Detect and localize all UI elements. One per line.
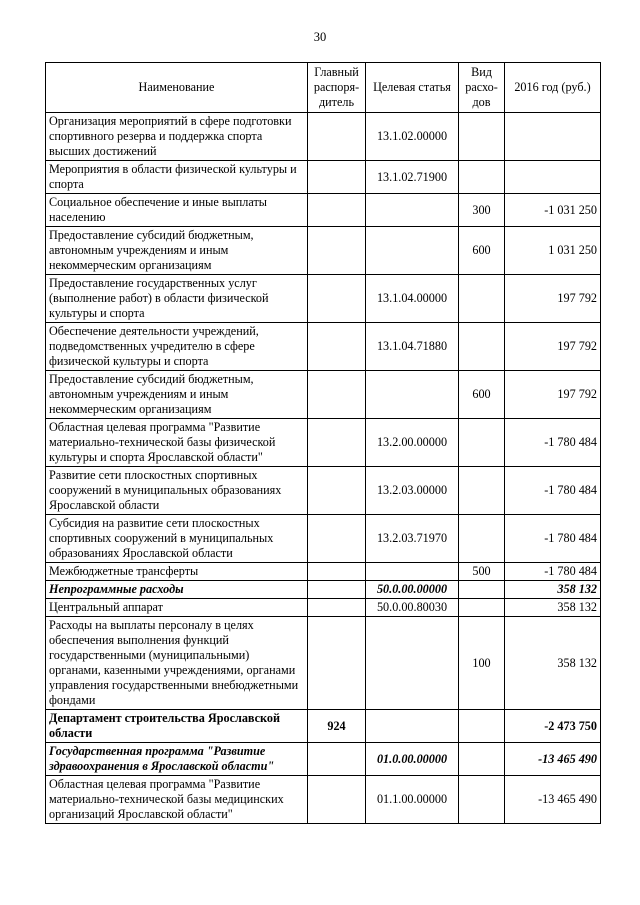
cell-amount: 1 031 250 — [505, 227, 601, 275]
cell-target: 01.1.00.00000 — [366, 776, 459, 824]
cell-chief — [308, 617, 366, 710]
cell-kind — [459, 275, 505, 323]
cell-name: Центральный аппарат — [46, 599, 308, 617]
table-row — [46, 161, 601, 194]
cell-kind — [459, 467, 505, 515]
page-number: 30 — [313, 30, 327, 44]
table-row — [46, 743, 601, 776]
header-amount: 2016 год (руб.) — [505, 63, 601, 113]
cell-name: Социальное обеспечение и иные выплаты населению — [46, 194, 308, 227]
cell-amount: -1 780 484 — [505, 515, 601, 563]
cell-chief — [308, 563, 366, 581]
table-row — [46, 419, 601, 467]
cell-amount: 197 792 — [505, 371, 601, 419]
cell-chief — [308, 194, 366, 227]
cell-kind — [459, 599, 505, 617]
header-name: Наименование — [46, 63, 308, 113]
cell-amount: -1 031 250 — [505, 194, 601, 227]
table-row — [46, 113, 601, 161]
cell-target — [366, 194, 459, 227]
cell-kind: 300 — [459, 194, 505, 227]
table-row — [46, 323, 601, 371]
cell-target — [366, 710, 459, 743]
header-target: Целевая статья — [366, 63, 459, 113]
cell-amount: -1 780 484 — [505, 563, 601, 581]
cell-chief — [308, 323, 366, 371]
table-header-row — [46, 63, 601, 113]
cell-kind — [459, 710, 505, 743]
table-body — [46, 113, 601, 824]
header-chief: Главный распоря-дитель — [308, 63, 366, 113]
cell-kind: 500 — [459, 563, 505, 581]
cell-target: 13.2.03.00000 — [366, 467, 459, 515]
cell-amount: -13 465 490 — [505, 776, 601, 824]
cell-chief — [308, 419, 366, 467]
cell-chief — [308, 467, 366, 515]
table-row — [46, 227, 601, 275]
cell-chief — [308, 371, 366, 419]
cell-amount: 358 132 — [505, 599, 601, 617]
cell-target — [366, 371, 459, 419]
cell-kind — [459, 515, 505, 563]
cell-amount — [505, 161, 601, 194]
cell-amount: -1 780 484 — [505, 467, 601, 515]
cell-chief — [308, 776, 366, 824]
cell-amount — [505, 113, 601, 161]
cell-chief — [308, 515, 366, 563]
cell-amount: -1 780 484 — [505, 419, 601, 467]
cell-name: Предоставление государственных услуг (выполнение работ) в области физической культуры и спорта — [46, 275, 308, 323]
table-row — [46, 617, 601, 710]
cell-target: 13.1.04.00000 — [366, 275, 459, 323]
cell-target: 50.0.00.00000 — [366, 581, 459, 599]
cell-target: 01.0.00.00000 — [366, 743, 459, 776]
cell-target: 13.1.02.71900 — [366, 161, 459, 194]
table-row — [46, 467, 601, 515]
cell-name: Предоставление субсидий бюджетным, автономным учреждениям и иным некоммерческим организациям — [46, 371, 308, 419]
table-row — [46, 371, 601, 419]
cell-amount: -2 473 750 — [505, 710, 601, 743]
cell-target — [366, 563, 459, 581]
cell-chief — [308, 227, 366, 275]
cell-target: 13.2.03.71970 — [366, 515, 459, 563]
cell-name: Обеспечение деятельности учреждений, подведомственных учредителю в сфере физической культуры и спорта — [46, 323, 308, 371]
cell-kind: 100 — [459, 617, 505, 710]
table-row — [46, 710, 601, 743]
cell-chief: 924 — [308, 710, 366, 743]
cell-chief — [308, 581, 366, 599]
cell-name: Непрограммные расходы — [46, 581, 308, 599]
cell-target: 13.2.00.00000 — [366, 419, 459, 467]
cell-kind — [459, 113, 505, 161]
table-row — [46, 275, 601, 323]
budget-table — [45, 62, 601, 824]
cell-name: Областная целевая программа "Развитие материально-технической базы медицинских организаций Ярославской области" — [46, 776, 308, 824]
table-row — [46, 581, 601, 599]
cell-name: Мероприятия в области физической культуры и спорта — [46, 161, 308, 194]
cell-name: Расходы на выплаты персоналу в целях обеспечения выполнения функций государственными (муниципальными) органами, казенными учреждениями, органами управления государственными внебюджетными фондами — [46, 617, 308, 710]
cell-amount: 358 132 — [505, 581, 601, 599]
table-row — [46, 776, 601, 824]
cell-name: Развитие сети плоскостных спортивных сооружений в муниципальных образованиях Ярославской области — [46, 467, 308, 515]
cell-amount: 197 792 — [505, 275, 601, 323]
cell-kind — [459, 776, 505, 824]
cell-kind — [459, 743, 505, 776]
cell-target: 13.1.02.00000 — [366, 113, 459, 161]
table-row — [46, 194, 601, 227]
cell-target: 13.1.04.71880 — [366, 323, 459, 371]
cell-chief — [308, 599, 366, 617]
cell-name: Государственная программа "Развитие здравоохранения в Ярославской области" — [46, 743, 308, 776]
cell-kind — [459, 581, 505, 599]
table-row — [46, 599, 601, 617]
cell-kind — [459, 161, 505, 194]
cell-target — [366, 227, 459, 275]
cell-chief — [308, 161, 366, 194]
cell-target — [366, 617, 459, 710]
cell-kind: 600 — [459, 227, 505, 275]
cell-amount: -13 465 490 — [505, 743, 601, 776]
table-row — [46, 515, 601, 563]
cell-amount: 358 132 — [505, 617, 601, 710]
cell-chief — [308, 113, 366, 161]
cell-chief — [308, 275, 366, 323]
cell-name: Межбюджетные трансферты — [46, 563, 308, 581]
cell-chief — [308, 743, 366, 776]
cell-name: Субсидия на развитие сети плоскостных спортивных сооружений в муниципальных образованиях Ярославской области — [46, 515, 308, 563]
table-row — [46, 563, 601, 581]
cell-kind: 600 — [459, 371, 505, 419]
cell-name: Областная целевая программа "Развитие материально-технической базы физической культуры и спорта Ярославской области" — [46, 419, 308, 467]
cell-kind — [459, 323, 505, 371]
cell-name: Предоставление субсидий бюджетным, автономным учреждениям и иным некоммерческим организациям — [46, 227, 308, 275]
cell-target: 50.0.00.80030 — [366, 599, 459, 617]
cell-amount: 197 792 — [505, 323, 601, 371]
header-kind: Вид расхо-дов — [459, 63, 505, 113]
cell-kind — [459, 419, 505, 467]
cell-name: Департамент строительства Ярославской области — [46, 710, 308, 743]
cell-name: Организация мероприятий в сфере подготовки спортивного резерва и поддержка спорта высших достижений — [46, 113, 308, 161]
